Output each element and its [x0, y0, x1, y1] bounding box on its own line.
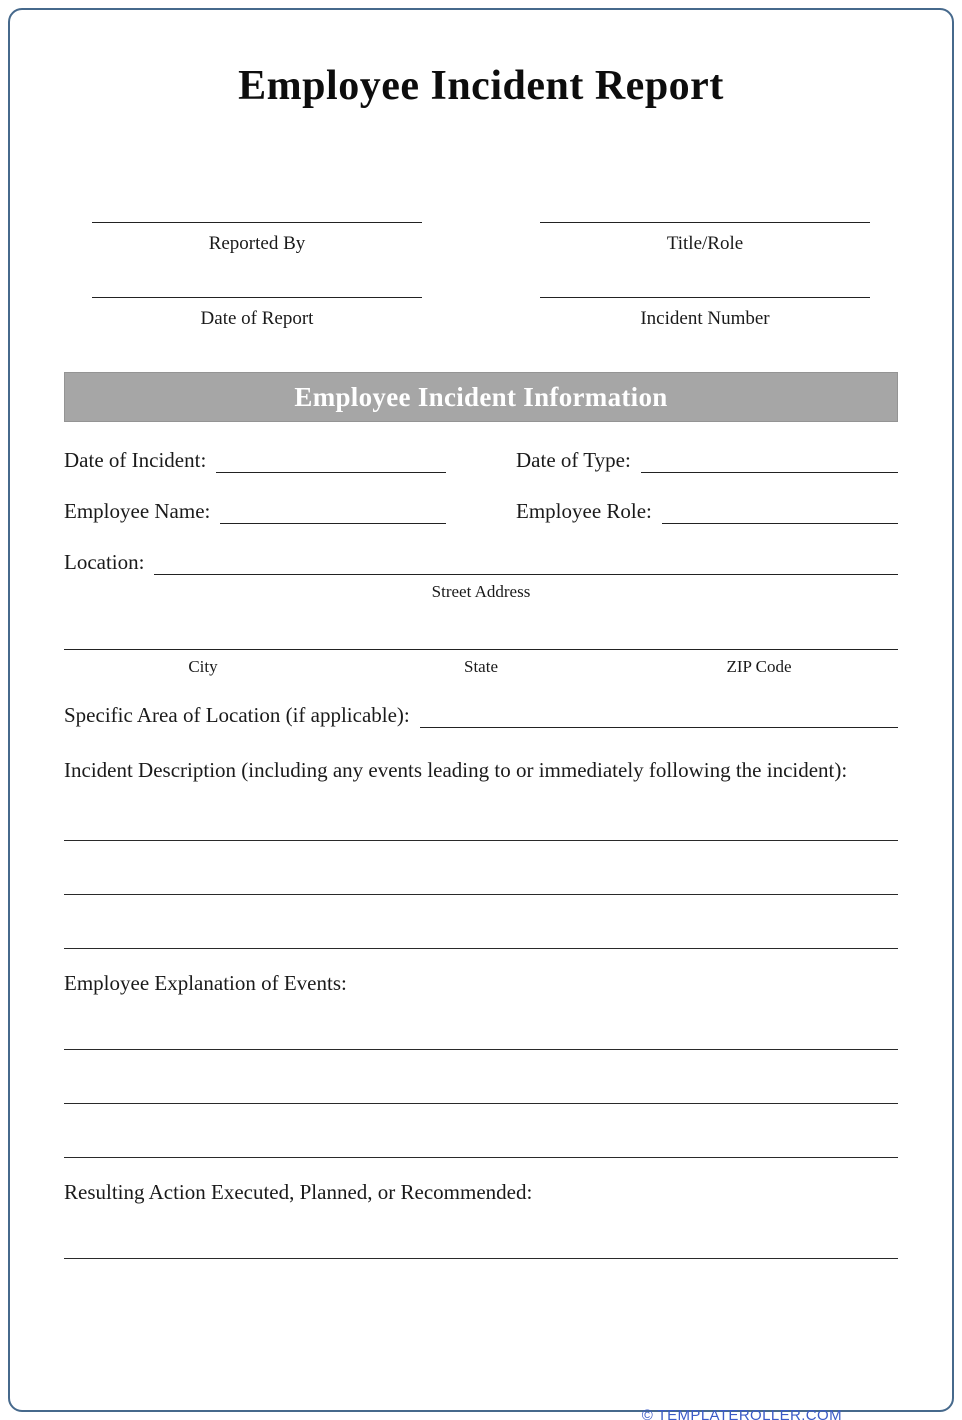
form-content — [64, 0, 898, 1420]
row-location — [64, 550, 898, 575]
reported-by-label: Reported By — [208, 233, 306, 254]
state-hint: State — [464, 657, 498, 676]
incident-number-label: Incident Number — [640, 308, 770, 329]
incident-number-field — [540, 297, 870, 330]
location-field — [64, 550, 898, 575]
date-of-type-field — [516, 448, 898, 473]
specific-area-field — [64, 703, 898, 728]
section-header-text: Employee Incident Information — [294, 381, 668, 412]
city-state-zip-input[interactable] — [64, 602, 898, 650]
incident-information-section — [64, 448, 898, 1259]
address-hints-row — [64, 657, 898, 677]
reported-by-input[interactable] — [92, 222, 422, 223]
section-header-banner — [64, 372, 898, 422]
employee-explanation-line-2[interactable] — [64, 1050, 898, 1104]
street-address-input[interactable] — [154, 554, 898, 575]
employee-explanation-line-1[interactable] — [64, 996, 898, 1050]
title-role-field — [540, 222, 870, 255]
employee-name-input[interactable] — [220, 503, 446, 524]
reported-by-field — [92, 222, 422, 255]
employee-role-label: Employee Role: — [516, 499, 652, 523]
date-of-type-label: Date of Type: — [516, 448, 631, 472]
incident-description-line-2[interactable] — [64, 841, 898, 895]
location-label: Location: — [64, 550, 145, 574]
employee-name-label: Employee Name: — [64, 499, 211, 523]
title-role-label: Title/Role — [666, 233, 744, 254]
zip-code-hint: ZIP Code — [726, 657, 792, 676]
employee-role-field — [516, 499, 898, 524]
row-employee — [64, 499, 898, 524]
employee-explanation-label: Employee Explanation of Events: — [64, 970, 347, 995]
specific-area-label: Specific Area of Location (if applicable): — [64, 703, 410, 727]
employee-explanation-line-3[interactable] — [64, 1104, 898, 1158]
city-hint: City — [188, 657, 218, 676]
employee-role-input[interactable] — [662, 503, 898, 524]
date-of-report-field — [92, 297, 422, 330]
date-of-type-input[interactable] — [641, 452, 898, 473]
street-address-hint: Street Address — [431, 582, 531, 601]
incident-description-line-3[interactable] — [64, 895, 898, 949]
resulting-action-line-1[interactable] — [64, 1205, 898, 1259]
date-of-incident-label: Date of Incident: — [64, 448, 207, 472]
resulting-action-label: Resulting Action Executed, Planned, or Recommended: — [64, 1179, 533, 1204]
row-dates — [64, 448, 898, 473]
templateroller-link[interactable]: © TEMPLATEROLLER.COM — [641, 1407, 842, 1420]
date-of-incident-field — [64, 448, 446, 473]
incident-number-input[interactable] — [540, 297, 870, 298]
title-role-input[interactable] — [540, 222, 870, 223]
date-of-incident-input[interactable] — [216, 452, 446, 473]
report-meta-fields — [64, 222, 898, 330]
incident-description-label: Incident Description (including any events leading to or immediately following the incident): — [64, 758, 848, 782]
date-of-report-input[interactable] — [92, 297, 422, 298]
page-title: Employee Incident Report — [238, 63, 724, 109]
specific-area-input[interactable] — [420, 707, 898, 728]
date-of-report-label: Date of Report — [200, 308, 314, 329]
row-specific-area — [64, 703, 898, 728]
employee-name-field — [64, 499, 446, 524]
incident-description-line-1[interactable] — [64, 787, 898, 841]
